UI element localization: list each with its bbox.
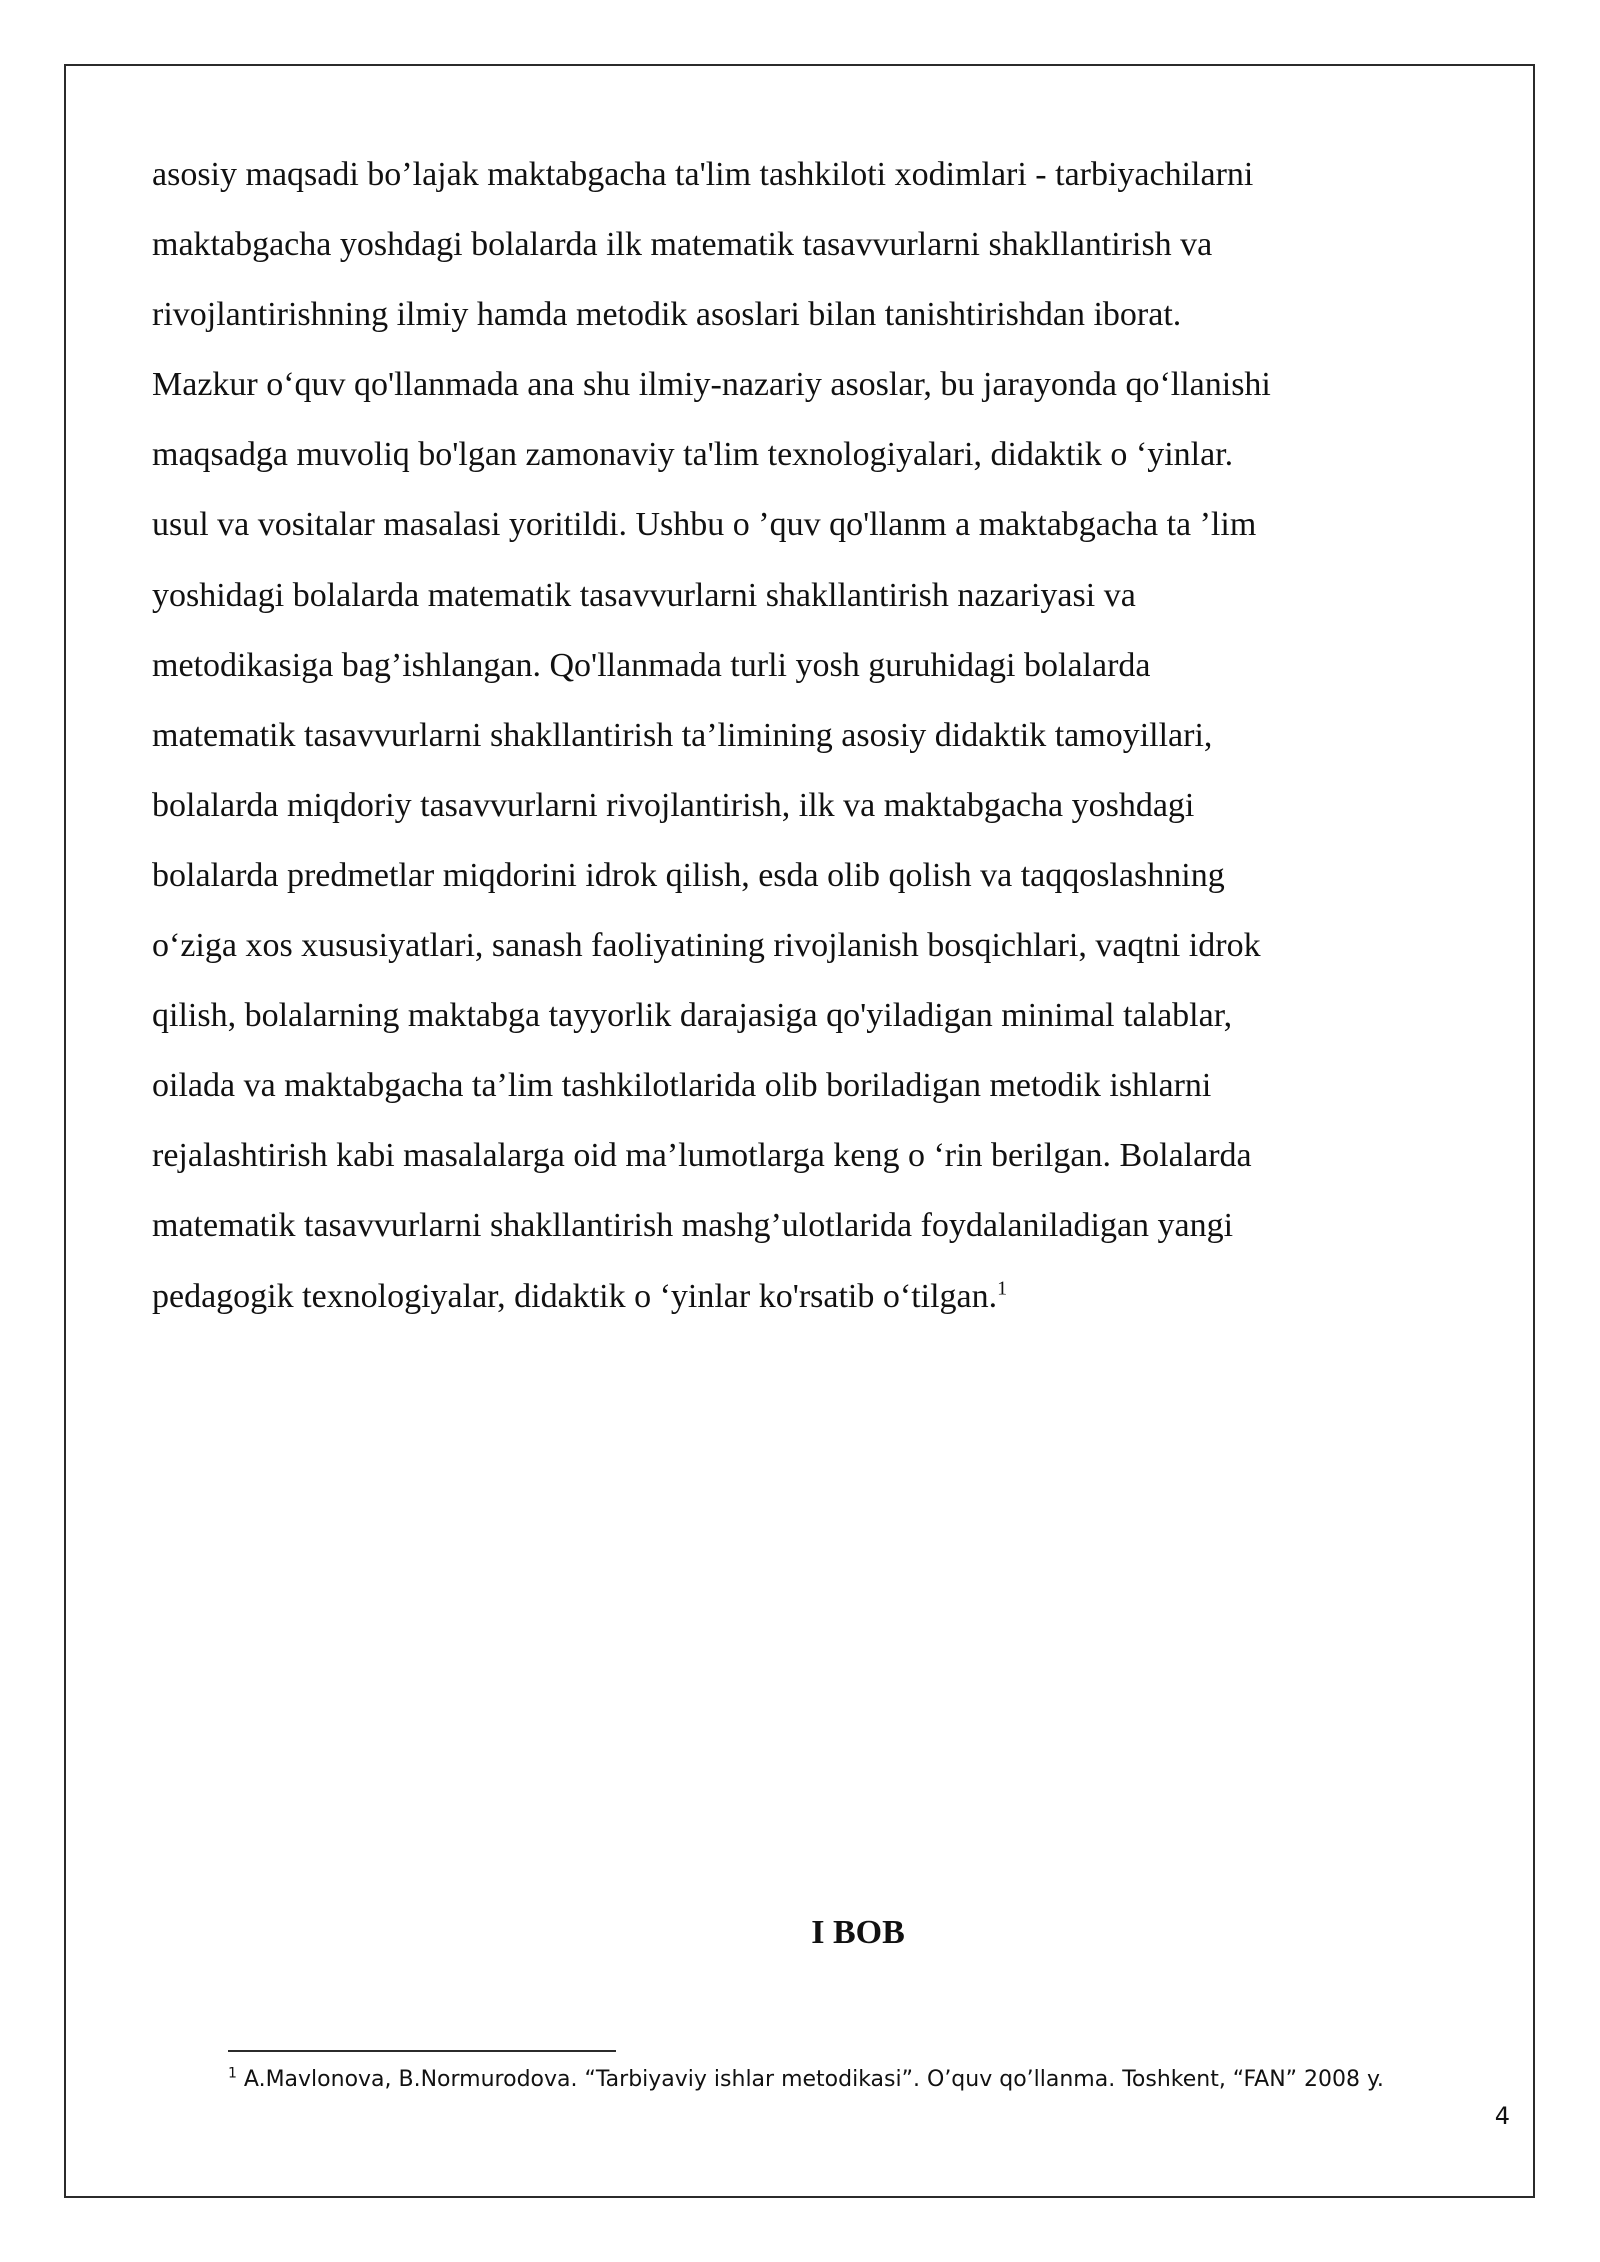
body-line: oilada va maktabgacha ta’lim tashkilotlarida olib boriladigan metodik ishlarni [152,1067,1212,1105]
body-line: metodikasiga bag’ishlangan. Qo'llanmada turli yosh guruhidagi bolalarda [152,646,1151,684]
body-line: maqsadga muvoliq bo'lgan zamonaviy ta'lim texnologiyalari, didaktik o ‘yinlar. [152,436,1234,474]
body-line: o‘ziga xos xususiyatlari, sanash faoliyatining rivojlanish bosqichlari, vaqtni idrok [152,927,1261,965]
footnote-text: A.Mavlonova, B.Normurodova. “Tarbiyaviy ishlar metodikasi”. O’quv qo’llanma. Toshkent, “FAN” 2008 y. [236,2067,1384,2092]
body-line: rejalashtirish kabi masalalarga oid ma’lumotlarga keng o ‘rin berilgan. Bolalarda [152,1137,1252,1175]
body-line: bolalarda miqdoriy tasavvurlarni rivojlantirish, ilk va maktabgacha yoshdagi [152,786,1195,824]
chapter-heading: I BOB [811,1914,905,1951]
body-line: Mazkur o‘quv qo'llanmada ana shu ilmiy-nazariy asoslar, bu jarayonda qo‘llanishi [152,366,1271,404]
body-line-text: pedagogik texnologiyalar, didaktik o ‘yinlar ko'rsatib o‘tilgan. [152,1277,998,1315]
body-line: matematik tasavvurlarni shakllantirish ta’limining asosiy didaktik tamoyillari, [152,716,1213,754]
body-line: yoshidagi bolalarda matematik tasavvurlarni shakllantirish nazariyasi va [152,576,1136,614]
footnote-separator [228,2050,616,2052]
body-line-last [152,1270,1442,1340]
body-line: bolalarda predmetlar miqdorini idrok qilish, esda olib qolish va taqqoslashning [152,856,1225,894]
footnote-reference[interactable]: 1 [997,1277,1008,1300]
body-line: maktabgacha yoshdagi bolalarda ilk matematik tasavvurlarni shakllantirish va [152,226,1213,264]
body-line: qilish, bolalarning maktabga tayyorlik darajasiga qo'yiladigan minimal talablar, [152,997,1233,1035]
page-number: 4 [1494,2102,1510,2130]
footnote-marker: 1 [228,2065,237,2082]
body-line: matematik tasavvurlarni shakllantirish mashg’ulotlarida foydalaniladigan yangi [152,1207,1234,1245]
footnote [228,2064,1384,2096]
body-line: usul va vositalar masalasi yoritildi. Ushbu o ’quv qo'llanm a maktabgacha ta ’lim [152,506,1257,544]
body-line: rivojlantirishning ilmiy hamda metodik asoslari bilan tanishtirishdan iborat. [152,296,1182,334]
body-text [152,148,1442,1340]
body-line: asosiy maqsadi bo’lajak maktabgacha ta'lim tashkiloti xodimlari - tarbiyachilarni [152,156,1254,193]
